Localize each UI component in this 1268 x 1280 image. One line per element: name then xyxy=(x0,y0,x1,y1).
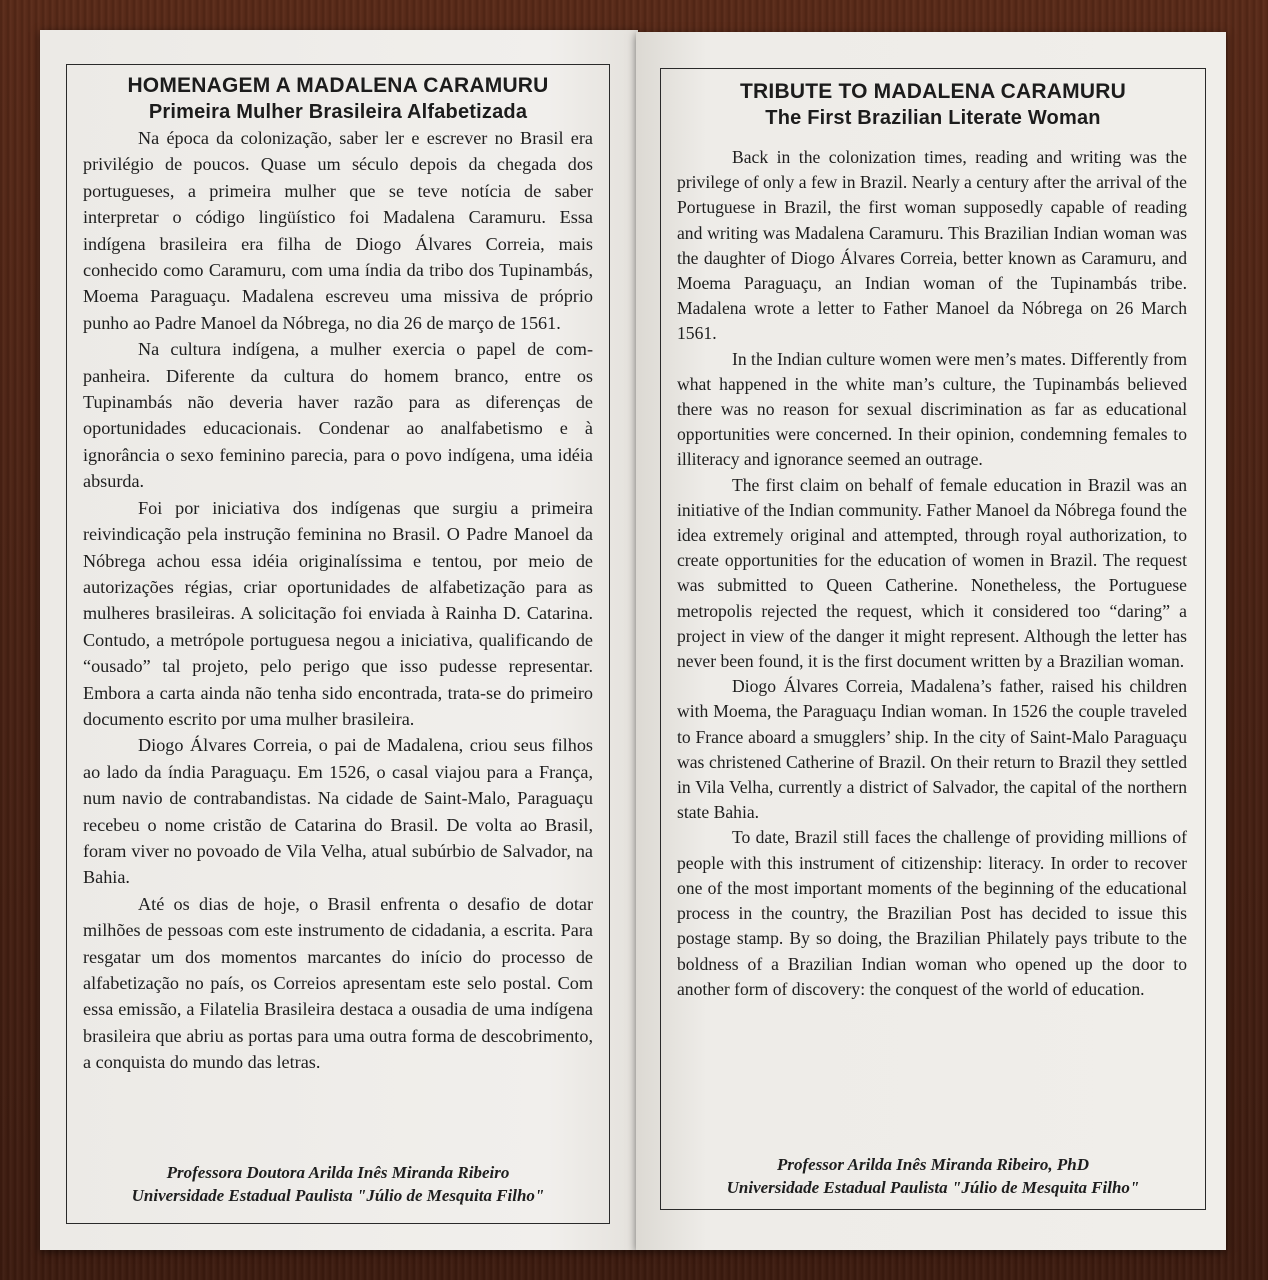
left-title: HOMENAGEM A MADALENA CARAMURU xyxy=(127,74,549,97)
right-paragraph-1: Back in the colonization times, reading and writing was the privilege of only a few in Brazil. Nearly a century after the arrival of the Portuguese in Brazil, the first woman supposedly capable of reading and writing was Madalena Caramuru. This Brazilian Indian woman was the daughter of Diogo Álvares Correia, better known as Caramuru, and Moema Paraguaçu, an Indian woman of the Tupinambás tribe. Madalena wrote a letter to Father Manoel da Nóbrega on 26 March 1561. xyxy=(677,147,1187,344)
left-paragraph-3: Foi por iniciativa dos indígenas que surgiu a primeira reivindicação pela instrução feminina no Brasil. O Padre Manoel da Nóbrega achou essa idéia originalíssima e tentou, por meio de autorizações régias, criar oportunidades de alfabetização para as mulheres brasileiras. A solicitação foi enviada à Rainha D. Catarina. Contudo, a metrópole portuguesa negou a iniciativa, qualificando de “ousado” tal projeto, pelo perigo que isso pudesse representar. Embora a carta ainda não tenha sido encontrada, trata-se do primeiro documento escrito por uma mulher brasileira. xyxy=(83,497,593,729)
right-header xyxy=(661,78,1205,132)
left-paragraph-5: Até os dias de hoje, o Brasil enfrenta o desafio de dotar milhões de pessoas com este instrumento de cidadania, a escrita. Para resgatar um dos momentos marcantes do início do processo de alfabetização no país, os Correios apresentam este selo postal. Com essa emissão, a Filatelia Brasileira destaca a ousadia de uma indígena brasileira que abriu as portas para uma outra forma de descobrimento, a conquista do mundo das letras. xyxy=(83,893,593,1073)
left-page-border-frame xyxy=(66,64,610,1224)
left-paragraph-1: Na época da colonização, saber ler e escrever no Brasil era privilégio de poucos. Quase um século depois da chegada dos portugueses, a primeira mulher que se teve notícia de saber interpretar o código lingüístico foi Madalena Caramuru. Essa indígena brasileira era filha de Diogo Álvares Correia, mais conhecido como Caramuru, com uma índia da tribo dos Tupinambás, Moema Paraguaçu. Madalena escreveu uma missiva de próprio punho ao Padre Manoel da Nóbrega, no dia 26 de março de 1561. xyxy=(83,128,593,333)
right-subtitle: The First Brazilian Literate Woman xyxy=(765,107,1101,129)
right-title: TRIBUTE TO MADALENA CARAMURU xyxy=(740,80,1126,103)
left-body-text xyxy=(83,125,593,1076)
left-signature-institution: Universidade Estadual Paulista "Júlio de Mesquita Filho" xyxy=(131,1186,545,1205)
right-signature-institution: Universidade Estadual Paulista "Júlio de Mesquita Filho" xyxy=(726,1178,1140,1197)
left-page-portuguese xyxy=(40,30,638,1250)
left-paragraph-2: Na cultura indígena, a mulher exercia o papel de companheira. Diferente da cultura do homem branco, entre os Tupinambás não deveria haver razão para as diferenças de oportunidades educacionais. Condenar ao analfabetismo e à ignorância o sexo feminino parecia, para o povo indígena, uma idéia absurda. xyxy=(83,339,593,492)
right-paragraph-5: To date, Brazil still faces the challenge of providing millions of people with this instrument of citizenship: literacy. In order to recover one of the most important moments of the beginning of the educational process in the country, the Brazilian Post has decided to issue this postage stamp. By so doing, the Brazilian Philately pays tribute to the boldness of a Brazilian Indian woman who opened up the door to another form of discovery: the conquest of the world of education. xyxy=(677,827,1187,999)
right-paragraph-2: In the Indian culture women were men’s mates. Differently from what happened in the white man’s culture, the Tupinambás believed there was no reason for sexual discrimination as far as educational opportunities were concerned. In their opinion, condemning females to illiteracy and ignorance seemed an outrage. xyxy=(677,348,1188,470)
right-signature-name: Professor Arilda Inês Miranda Ribeiro, PhD xyxy=(776,1155,1090,1174)
left-subtitle: Primeira Mulher Brasileira Alfabetizada xyxy=(148,101,528,123)
left-signature-name: Professora Doutora Arilda Inês Miranda Ribeiro xyxy=(166,1163,510,1182)
right-page-border-frame xyxy=(660,68,1206,1210)
right-paragraph-4: Diogo Álvares Correia, Madalena’s father, raised his children with Moema, the Paraguaçu Indian woman. In 1526 the couple traveled to France aboard a smugglers’ ship. In the city of Saint-Malo Paraguaçu was christened Catherine of Brazil. On their return to Brazil they settled in Vila Velha, currently a district of Salvador, the capital of the northern state Bahia. xyxy=(677,676,1187,823)
left-paragraph-4: Diogo Álvares Correia, o pai de Madalena, criou seus filhos ao lado da índia Paraguaçu. Em 1526, o casal viajou para a França, num navio de contrabandistas. Na cidade de Saint-Malo, Paraguaçu recebeu o nome cristão de Catarina do Brasil. De volta ao Brasil, foram viver no povoado de Vila Velha, atual subúrbio de Salvador, na Bahia. xyxy=(83,735,593,888)
right-page-english xyxy=(636,32,1226,1250)
right-signature xyxy=(661,1153,1205,1199)
right-paragraph-3: The first claim on behalf of female education in Brazil was an initiative of the Indian community. Father Manoel da Nóbrega found the idea extremely original and attempted, through royal authorization, to create opportunities for the education of women in Brazil. The request was submitted to Queen Catherine. Nonetheless, the Portuguese metropolis rejected the request, which it considered too “daring” a project in view of the danger it might represent. Although the letter has never been found, it is the first document written by a Brazilian woman. xyxy=(677,474,1187,672)
left-signature xyxy=(67,1161,609,1207)
right-body-text xyxy=(677,145,1187,1002)
left-header xyxy=(67,73,609,125)
